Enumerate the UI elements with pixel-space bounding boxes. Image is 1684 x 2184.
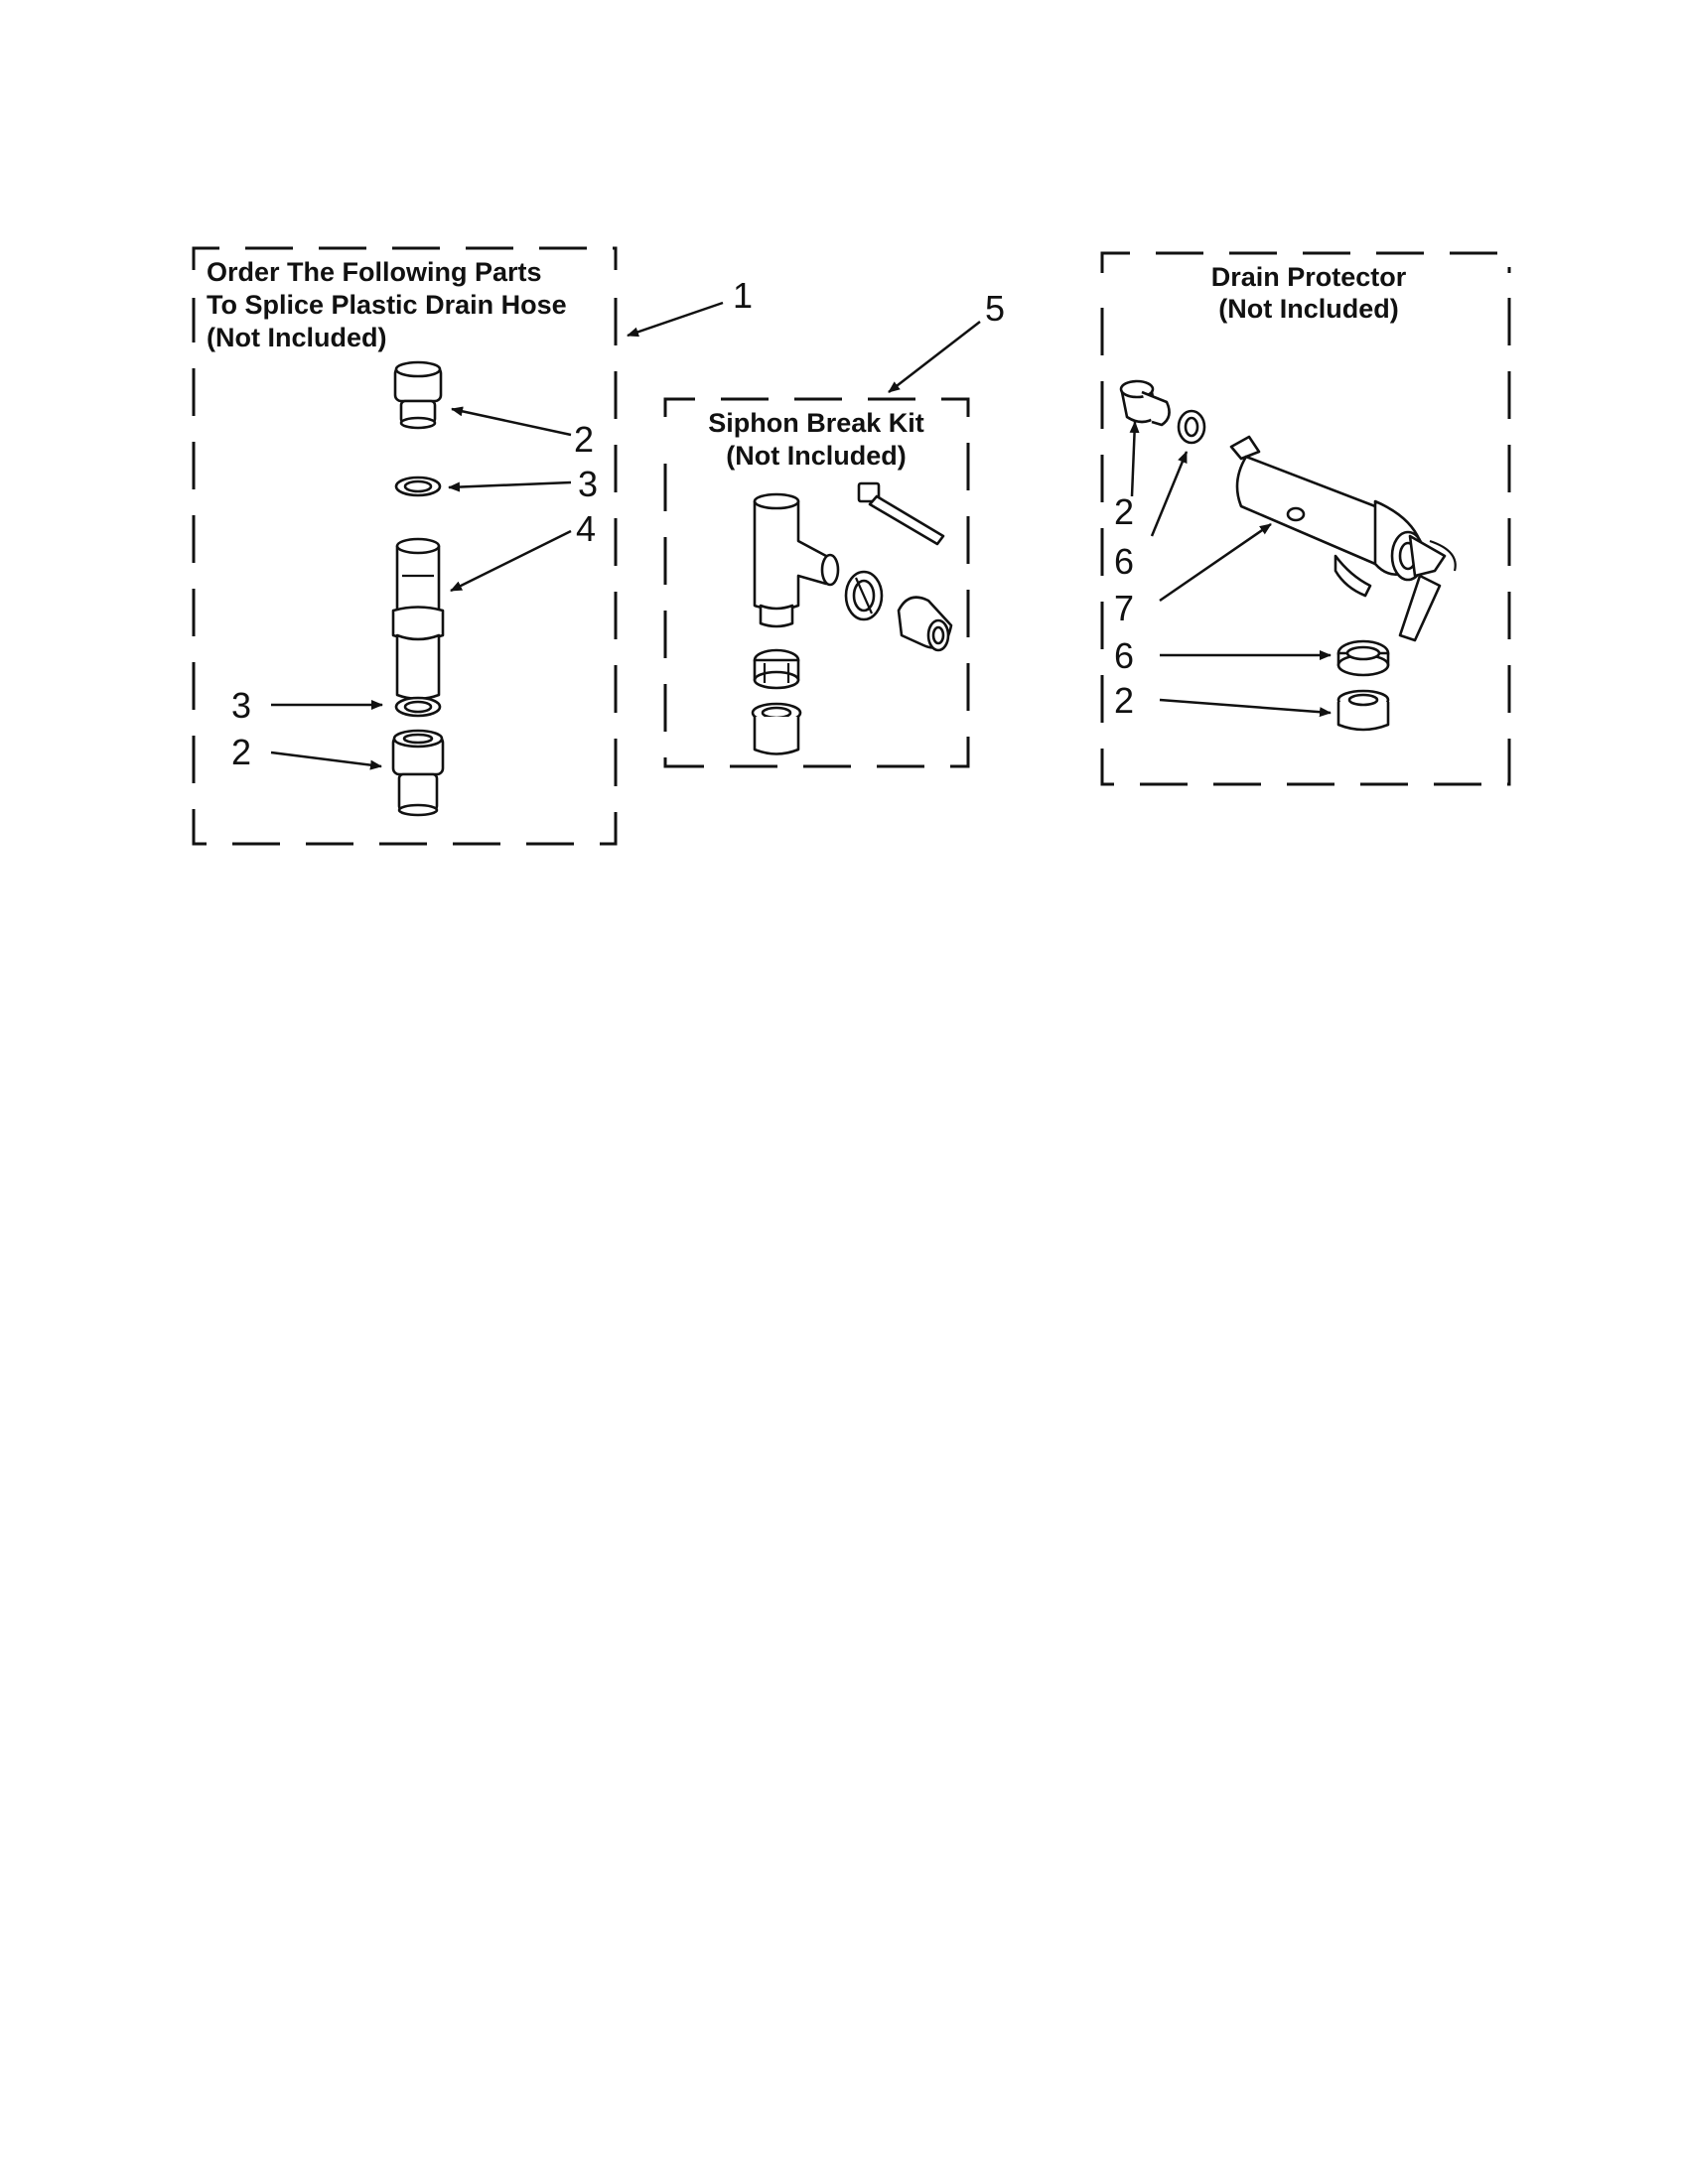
callout-splice-top-ring <box>449 464 598 504</box>
drain-bottom-ring <box>1338 641 1388 675</box>
siphon-cable-tie <box>859 483 943 544</box>
siphon-title-line2: (Not Included) <box>726 441 907 471</box>
callout-drain-bottom-clamp <box>1114 680 1331 721</box>
siphon-break-kit-box <box>665 399 968 766</box>
callout-drain-left-clamp <box>1114 422 1135 532</box>
splice-title-line1: Order The Following Parts <box>207 257 542 287</box>
siphon-title-line1: Siphon Break Kit <box>708 408 924 438</box>
splice-top-ring <box>396 478 440 495</box>
siphon-tee-fitting <box>755 494 838 626</box>
siphon-bottom-clamp <box>753 704 800 754</box>
splice-top-hose-clamp <box>395 362 441 428</box>
svg-text:2: 2 <box>231 732 252 772</box>
drain-title-line1: Drain Protector <box>1210 262 1407 292</box>
svg-text:5: 5 <box>985 288 1006 329</box>
splice-bottom-ring <box>396 698 440 716</box>
siphon-bottom-ring <box>755 650 798 688</box>
svg-text:4: 4 <box>576 508 597 549</box>
callout-1 <box>628 275 753 336</box>
callout-splice-top-clamp <box>452 409 594 460</box>
svg-text:3: 3 <box>231 685 252 726</box>
drain-left-ring <box>1179 411 1204 443</box>
svg-text:3: 3 <box>578 464 599 504</box>
svg-text:1: 1 <box>733 275 754 316</box>
svg-text:6: 6 <box>1114 541 1135 582</box>
callout-drain-bottom-ring <box>1114 635 1331 676</box>
svg-text:2: 2 <box>1114 491 1135 532</box>
drain-bottom-hose-clamp <box>1338 691 1388 730</box>
callout-splice-bottom-ring <box>231 685 382 726</box>
splice-kit-box <box>194 248 616 844</box>
callout-splice-bottom-clamp <box>231 732 381 772</box>
drain-left-hose-clamp <box>1121 381 1170 425</box>
drain-protector-box <box>1102 253 1509 784</box>
splice-connector <box>393 539 443 699</box>
svg-text:7: 7 <box>1114 588 1135 628</box>
splice-bottom-hose-clamp <box>393 731 443 815</box>
siphon-branch-clamp <box>899 598 951 650</box>
callout-5 <box>889 288 1005 392</box>
svg-text:2: 2 <box>1114 680 1135 721</box>
svg-text:2: 2 <box>574 419 595 460</box>
svg-text:6: 6 <box>1114 635 1135 676</box>
splice-title-line2: To Splice Plastic Drain Hose <box>207 290 567 320</box>
siphon-branch-ring <box>846 572 882 619</box>
drain-title-line2: (Not Included) <box>1218 294 1399 324</box>
drain-protector-body <box>1231 437 1456 640</box>
splice-title-line3: (Not Included) <box>207 323 387 352</box>
callout-drain-body <box>1114 524 1271 628</box>
callout-splice-connector <box>451 508 596 591</box>
